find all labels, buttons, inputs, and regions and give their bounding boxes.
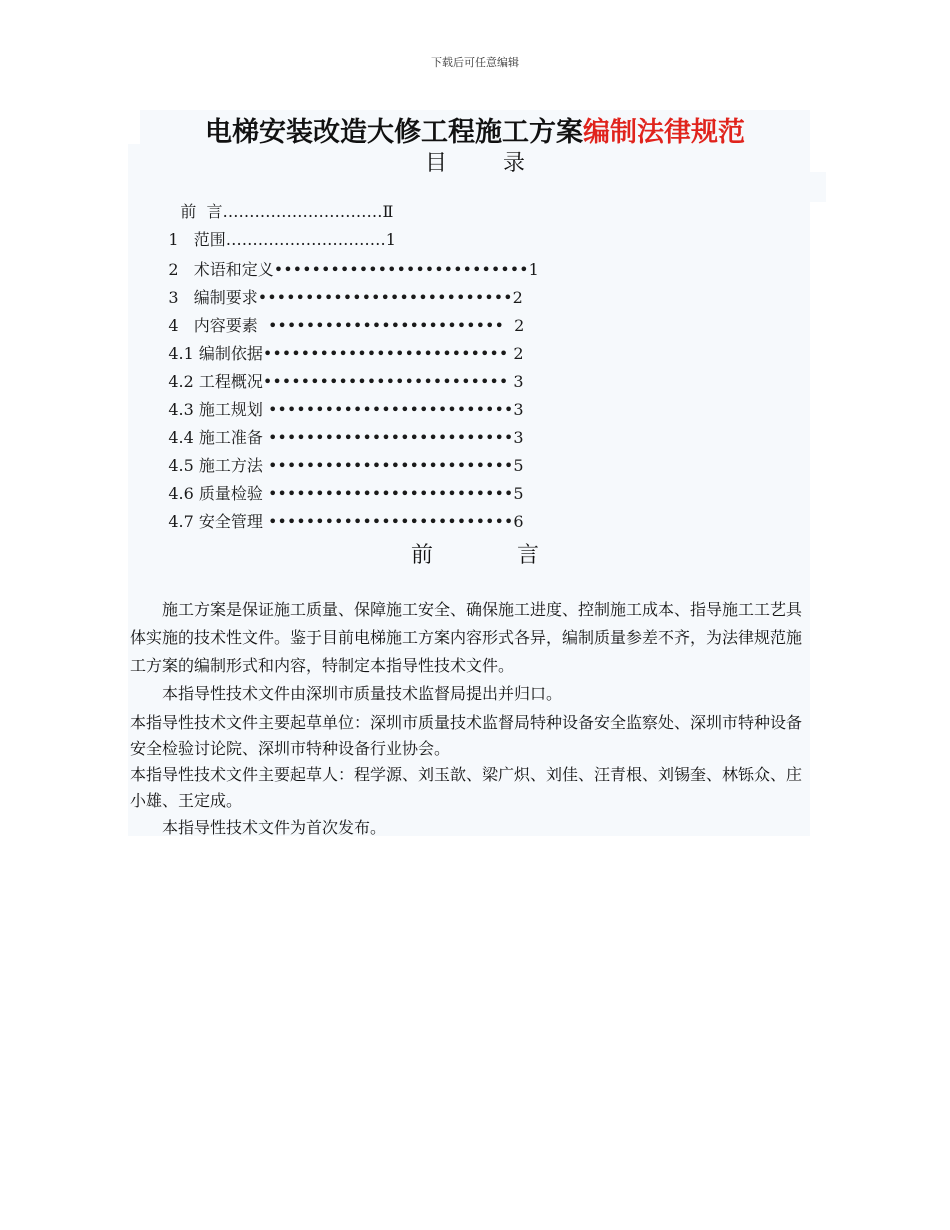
foreword-paragraph: 本指导性技术文件由深圳市质量技术监督局提出并归口。 [162, 684, 563, 703]
toc-leader: •••••••••••••••••••••••••• [262, 400, 514, 419]
toc-entry-title: 4.6 质量检验 [168, 484, 263, 503]
toc-leader: •••••••••••••••••••••••••• [262, 484, 514, 503]
toc-page: 2 [512, 288, 523, 307]
toc-entry-title: 4.1 编制依据 [168, 344, 263, 363]
toc-entry-title: 4.5 施工方法 [168, 456, 263, 475]
toc-entry-title: 1 范围 [168, 230, 226, 249]
toc-page: 3 [513, 400, 524, 419]
toc-entry-title: 4.2 工程概况 [168, 372, 263, 391]
toc-leader: ••••••••••••••••••••••••••• [273, 260, 529, 279]
toc-page: 2 [503, 316, 525, 335]
toc-leader: ………………………… [225, 230, 386, 249]
toc-leader: •••••••••••••••••••••••••• [262, 372, 509, 391]
toc-page: 1 [528, 260, 539, 279]
toc-entry-title: 4.4 施工准备 [168, 428, 263, 447]
title-highlight: 编制法律规范 [583, 117, 745, 148]
toc-entry-title: 4.3 施工规划 [168, 400, 263, 419]
toc-page: 6 [513, 512, 524, 531]
toc-entry-title: 4 内容要素 [168, 316, 258, 335]
toc-leader: •••••••••••••••••••••••••• [262, 428, 514, 447]
toc-entry-title: 前 言 [180, 202, 223, 221]
toc-page: 2 [508, 344, 524, 363]
foreword-heading: 前 言 [411, 543, 539, 568]
toc-leader: •••••••••••••••••••••••••• [262, 512, 514, 531]
toc-entry-title: 4.7 安全管理 [168, 512, 263, 531]
toc-heading: 目 录 [425, 151, 525, 176]
toc-leader: ••••••••••••••••••••••••• [257, 316, 504, 335]
toc-page: 3 [508, 372, 524, 391]
toc-page: 1 [385, 230, 396, 249]
toc-page: 5 [513, 484, 524, 503]
page-title [140, 110, 810, 149]
header-note: 下载后可任意编辑 [431, 56, 519, 69]
toc-leader: ………………………… [222, 202, 383, 221]
toc-page: 3 [513, 428, 524, 447]
foreword-paragraph: 施工方案是保证施工质量、保障施工安全、确保施工进度、控制施工成本、指导施工工艺具体实施的技术性文件。鉴于目前电梯施工方案内容形式各异，编制质量参差不齐，为法律规范施工方案的编制形式和内容，特制定本指导性技术文件。 [130, 600, 803, 675]
toc-leader: ••••••••••••••••••••••••••• [257, 288, 513, 307]
toc-entry-title: 2 术语和定义 [168, 260, 274, 279]
toc-page: 5 [513, 456, 524, 475]
title-main: 电梯安装改造大修工程施工方案 [205, 117, 583, 148]
toc-leader: •••••••••••••••••••••••••• [262, 344, 509, 363]
foreword-paragraph: 本指导性技术文件主要起草人：程学源、刘玉歆、梁广炽、刘佳、汪青根、刘锡奎、林铄众、庄小雄、王定成。 [130, 765, 803, 810]
foreword-paragraph: 本指导性技术文件主要起草单位：深圳市质量技术监督局特种设备安全监察处、深圳市特种设备安全检验讨论院、深圳市特种设备行业协会。 [130, 713, 803, 758]
toc-leader: •••••••••••••••••••••••••• [262, 456, 514, 475]
toc-page: Ⅱ [382, 202, 394, 221]
foreword-paragraph: 本指导性技术文件为首次发布。 [162, 818, 387, 837]
toc-entry-title: 3 编制要求 [168, 288, 258, 307]
